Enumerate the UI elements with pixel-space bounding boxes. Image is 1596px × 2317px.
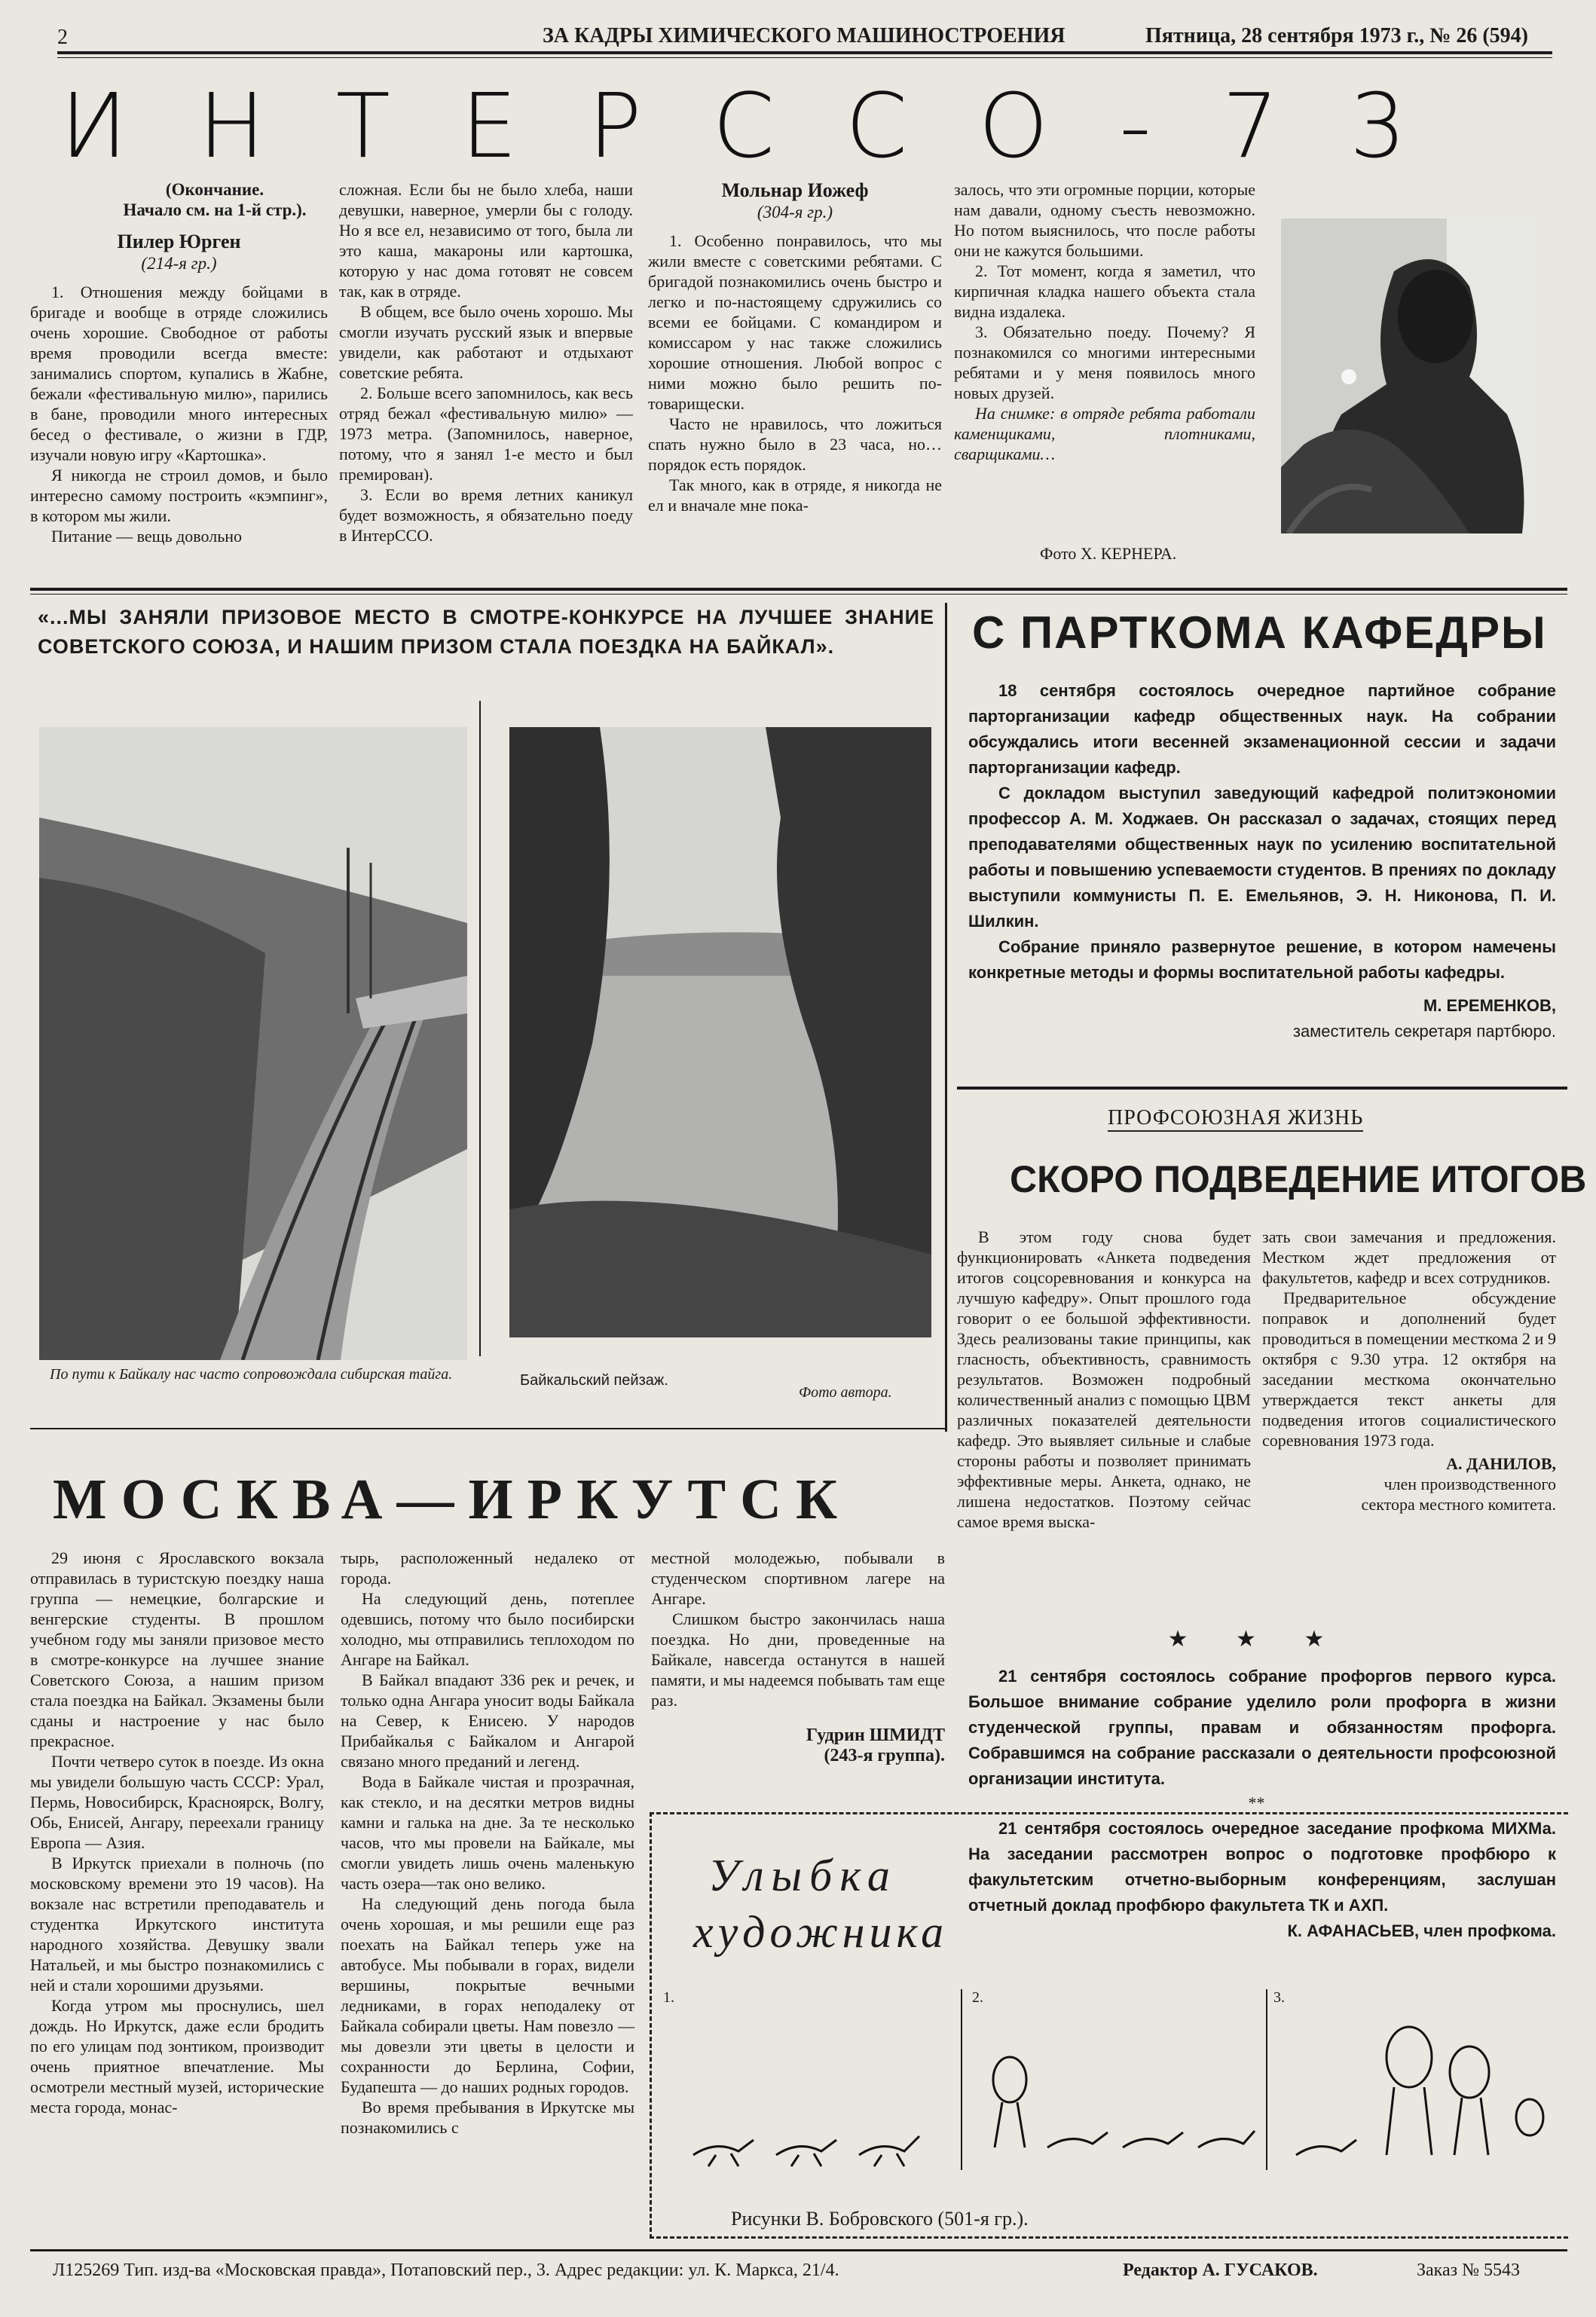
paragraph: 3. Обязательно поеду. Почему? Я познакомился со многими интересными ребятами и у меня появилось много новых друзей. xyxy=(954,322,1255,402)
paragraph: 3. Если во время летних каникул будет возможность, я обязательно поеду в ИнтерССО. xyxy=(339,485,633,545)
partkom-title: С ПАРТКОМА КАФЕДРЫ xyxy=(972,607,1547,658)
paragraph: Часто не нравилось, что ложиться спать нужно было в 23 часа, но… порядок есть порядок. xyxy=(648,414,942,474)
paper-title: ЗА КАДРЫ ХИМИЧЕСКОГО МАШИНОСТРОЕНИЯ xyxy=(543,24,1066,47)
paragraph: Вода в Байкале чистая и прозрачная, как стекло, и на десятки метров видны камни и галька на дне. За те несколько часов, что мы провели на Байкале, мы смогли увидеть лишь очень маленькую часть озера—так оно велико. xyxy=(341,1772,634,1893)
partkom-signature: М. ЕРЕМЕНКОВ, xyxy=(1423,996,1556,1015)
panel-number-1: 1. xyxy=(663,1989,674,2006)
continuation-line: Начало см. на 1-й стр.). xyxy=(123,200,307,219)
panel-divider xyxy=(1266,1989,1267,2170)
partkom-rule xyxy=(957,1087,1567,1090)
paragraph: В Байкал впадают 336 рек и речек, и только одна Ангара уносит воды Байкала на Север, к Енисею. У народов Прибайкалья с Байкалом и Ангарой связано много преданий и легенд. xyxy=(341,1671,634,1771)
paragraph: Во время пребывания в Иркутске мы познакомились с xyxy=(341,2098,634,2137)
caption-lake: Байкальский пейзаж. xyxy=(520,1372,668,1389)
paragraph: 21 сентября состоялось очередное заседание профкома МИХМа. На заседании рассмотрен вопрос о подготовке профбюро к факультетским отчетно-выборным конференциям, заслушан отчетный доклад профбюро факультета ТК и АХП. xyxy=(968,1819,1556,1915)
panel-number-3: 3. xyxy=(1273,1989,1285,2006)
section-rule xyxy=(30,588,1567,591)
moscow-column-3 xyxy=(651,1548,945,1766)
paragraph: Так много, как в отряде, я никогда не ел и вначале мне пока- xyxy=(648,475,942,515)
top-rule xyxy=(57,51,1552,54)
paragraph: На следующий день, потеплее одевшись, потому что было посибирски холодно, мы отправились теплоходом по Ангаре на Байкал. xyxy=(341,1589,634,1669)
top-rule-thin xyxy=(57,57,1552,58)
paragraph: 1. Отношения между бойцами в бригаде и вообще в отряде сложились очень хорошие. Свободное от работы время проводили всегда вместе: занимались спортом, купались в Жабне, бежали «фестивальную милю», парились в бане, проводили много интересных бесед о фестивале, о жизни в ГДР, изучали новую игру «Картошка». xyxy=(30,283,328,464)
continuation-note xyxy=(90,179,339,220)
paragraph: Когда утром мы проснулись, шел дождь. Но Иркутск, даже если бродить по его улицам под зонтиком, производит очень приятное впечатление. Мы осмотрели местный музей, исторические места города, монас- xyxy=(30,1996,324,2117)
panel-number-2: 2. xyxy=(972,1989,983,2006)
note-signature: К. АФАНАСЬЕВ, член профкома. xyxy=(1287,1921,1556,1940)
baikal-quote: «...МЫ ЗАНЯЛИ ПРИЗОВОЕ МЕСТО В СМОТРЕ-КОНКУРСЕ НА ЛУЧШЕЕ ЗНАНИЕ СОВЕТСКОГО СОЮЗА, И НАШИМ ПРИЗОМ СТАЛА ПОЕЗДКА НА БАЙКАЛ». xyxy=(38,606,934,658)
issue-date: Пятница, 28 сентября 1973 г., № 26 (594) xyxy=(1145,24,1529,47)
continuation-line: (Окончание. xyxy=(165,180,264,199)
paragraph: 29 июня с Ярославского вокзала отправилась в туристскую поездку наша группа — немецкие, болгарские и венгерские студенты. В прошлом учебном году мы заняли призовое место в смотре-конкурсе на лучшее знание Советского Союза, а нашим призом стала поездка на Байкал. Экзамены были сданы и настроение у нас было прекрасное. xyxy=(30,1548,324,1750)
paragraph: Собрание приняло развернутое решение, в котором намечены конкретные методы и формы воспитательной работы кафедры. xyxy=(968,937,1556,982)
author-name: Мольнар Иожеф xyxy=(721,179,869,201)
lake-photo xyxy=(509,727,931,1337)
paragraph: В Иркутск приехали в полночь (по московскому времени это 19 часов). На вокзале нас встретили преподаватель и студентка Иркутского института народного хозяйства. Девушку звали Натальей, и мы быстро познакомились с ней и стали хорошими друзьями. xyxy=(30,1854,324,1995)
intersso-column-1 xyxy=(30,231,328,546)
paragraph: В этом году снова будет функционировать «Анкета подведения итогов соцсоревнования и конкурса на лучшую кафедру». Опыт прошлого года говорит о ее большой эффективности. Здесь реализованы такие принципы, как гласность, объективность, сравнимость результатов. Возможен подробный количественный анализ с помощью ЦВМ различных показателей деятельности кафедр. Это выявляет сильные и слабые стороны работы и позволяет принимать эффективные меры. Анкета, однако, не лишена недостатков. Поэтому сейчас самое время выска- xyxy=(957,1227,1251,1531)
order-number: Заказ № 5543 xyxy=(1417,2260,1521,2280)
paragraph: зать свои замечания и предложения. Местком ждет предложения от факультетов, кафедр и всех сотрудников. xyxy=(1262,1227,1556,1287)
cartoon-panel-2 xyxy=(972,2034,1258,2170)
profsoyuz-note-1 xyxy=(968,1664,1556,1792)
intersso-column-2 xyxy=(339,179,633,546)
paragraph: Питание — вещь довольно xyxy=(51,527,243,546)
cartoon-panel-1 xyxy=(686,2095,942,2170)
photo-caption: На снимке: в отряде ребята работали каменщиками, плотниками, сварщиками… xyxy=(954,404,1255,463)
stars-separator: ★ ★ ★ xyxy=(1167,1627,1346,1652)
paragraph: С докладом выступил заведующий кафедрой политэкономии профессор А. М. Ходжаев. Он рассказал о задачах, стоящих перед преподавателями общественных наук по усилению воспитательной работы и повышению успеваемости студентов. В прениях по докладу выступили коммунисты П. Е. Емельянов, Э. Н. Никонова, П. И. Шилкин. xyxy=(968,784,1556,931)
moscow-title: МОСКВА—ИРКУТСК xyxy=(53,1468,852,1531)
paragraph: Предварительное обсуждение поправок и дополнений будет проводиться в помещении месткома 2 и 9 октября с 9.30 утра. 12 октября на заседании месткома окончательно утверждается текст анкеты для подведения итогов социалистического соревнования 1973 года. xyxy=(1262,1288,1556,1450)
photo-credit: Фото Х. КЕРНЕРА. xyxy=(1040,544,1177,563)
photo-credit-author: Фото автора. xyxy=(799,1384,892,1401)
welder-photo xyxy=(1281,219,1537,533)
photo-divider xyxy=(479,701,481,1356)
cartoon-title-1: Улыбка xyxy=(708,1851,897,1900)
moscow-author-group: (243-я группа). xyxy=(824,1746,945,1765)
paragraph: Почти четверо суток в поезде. Из окна мы увидели большую часть СССР: Урал, Пермь, Новосибирск, Красноярск, Волгу, Обь, Енисей, Ангару, переехали границу Европа — Азия. xyxy=(30,1752,324,1852)
profsoyuz-note-2 xyxy=(968,1816,1556,1944)
paragraph: В общем, все было очень хорошо. Мы смогли изучать русский язык и впервые увидели, как работают и отдыхают советские ребята. xyxy=(339,302,633,382)
footer-rule xyxy=(30,2249,1567,2251)
paragraph: тырь, расположенный недалеко от города. xyxy=(341,1548,634,1588)
profsoyuz-signature: А. ДАНИЛОВ, xyxy=(1446,1454,1556,1473)
intersso-column-4 xyxy=(954,179,1255,464)
paragraph: сложная. Если бы не было хлеба, наши девушки, наверное, умерли бы с голоду. Но я все ел, независимо от того, была ли это каша, макароны или картошка, которую у нас дома готовят не совсем так, как в отряде. xyxy=(339,180,633,301)
profsoyuz-rubric: ПРОФСОЮЗНАЯ ЖИЗНЬ xyxy=(1108,1106,1363,1132)
paragraph: местной молодежью, побывали в студенческом спортивном лагере на Ангаре. xyxy=(651,1548,945,1608)
profsoyuz-title: СКОРО ПОДВЕДЕНИЕ ИТОГОВ xyxy=(1010,1158,1587,1200)
page-number: 2 xyxy=(57,26,68,49)
partkom-text xyxy=(968,678,1556,1044)
paragraph: Я никогда не строил домов, и было интересно самому построить «кэмпинг», в котором мы жили. xyxy=(30,466,328,525)
railway-photo xyxy=(39,727,467,1360)
caption-railway: По пути к Байкалу нас часто сопровождала сибирская тайга. xyxy=(50,1366,453,1383)
moscow-column-2 xyxy=(341,1548,634,2138)
imprint: Л125269 Тип. изд-ва «Московская правда», Потаповский пер., 3. Адрес редакции: ул. К. Маркса, 21/4. xyxy=(53,2260,839,2280)
paragraph: 21 сентября состоялось собрание профоргов первого курса. Большое внимание собрание уделило роли профорга в жизни студенческой группы, правам и обязанностям профорга. Собравшимся на собрание рассказали о деятельности профсоюзной организации института. xyxy=(968,1667,1556,1788)
profsoyuz-column-1 xyxy=(957,1227,1251,1532)
panel-divider xyxy=(961,1989,962,2170)
mid-rule xyxy=(30,1428,946,1429)
intersso-column-3 xyxy=(648,179,942,515)
paragraph: 1. Особенно понравилось, что мы жили вместе с советскими ребятами. С бригадой познакомились очень быстро и легко и по-настоящему сдружились со всеми ее бойцами. С командиром и комиссаром у нас также сложились хорошие отношения. Любой вопрос с ними можно было решить по-товарищески. xyxy=(648,231,942,413)
paragraph: 2. Больше всего запомнилось, как весь отряд бежал «фестивальную милю» — 1973 метра. (Запомнилось, наверное, потому, что я занял 1-е место и был премирован). xyxy=(339,384,633,484)
moscow-column-1 xyxy=(30,1548,324,2117)
paragraph: На следующий день погода была очень хорошая, и мы решили еще раз поехать на Байкал теперь уже на автобусе. Мы побывали в горах, видели вершины, покрытые вечными ледниками, в горах неподалеку от Байкала собирали цветы. Нам повезло — мы довезли эти цветы в целости и сохранности до Берлина, Софии, Будапешта — до наших родных городов. xyxy=(341,1894,634,2096)
cartoon-panel-3 xyxy=(1281,2004,1560,2170)
cartoon-title-2: художника xyxy=(693,1907,949,1957)
section-rule-thin xyxy=(30,594,1567,595)
profsoyuz-column-2 xyxy=(1262,1227,1556,1515)
author-group: (214-я гр.) xyxy=(141,254,217,273)
paragraph: 18 сентября состоялось очередное партийное собрание парторганизации кафедр общественных наук. На собрании обсуждались итоги весенней экзаменационной сессии и задачи парторганизации кафедр. xyxy=(968,681,1556,777)
profsoyuz-signature-title: член производственного сектора местного комитета. xyxy=(1361,1475,1556,1514)
paragraph: залось, что эти огромные порции, которые нам давали, одному съесть невозможно. Но потом выяснилось, что после работы они не кажутся большими. xyxy=(954,180,1255,260)
paragraph: 2. Тот момент, когда я заметил, что кирпичная кладка нашего объекта стала видна издалека. xyxy=(954,261,1255,321)
intersso-title: ИНТЕРССО-73 xyxy=(60,74,1477,178)
moscow-author: Гудрин ШМИДТ xyxy=(806,1726,945,1745)
cartoon-credit: Рисунки В. Бобровского (501-я гр.). xyxy=(731,2208,1029,2230)
author-group: (304-я гр.) xyxy=(757,203,833,222)
note-mark: ** xyxy=(1248,1793,1265,1812)
editor: Редактор А. ГУСАКОВ. xyxy=(1123,2260,1318,2280)
vertical-divider xyxy=(945,603,947,1432)
paragraph: Слишком быстро закончилась наша поездка. Но дни, проведенные на Байкале, навсегда останутся в нашей памяти, и мы надеемся побывать там еще раз. xyxy=(651,1609,945,1710)
partkom-signature-title: заместитель секретаря партбюро. xyxy=(1292,1022,1556,1041)
author-name: Пилер Юрген xyxy=(117,231,241,252)
